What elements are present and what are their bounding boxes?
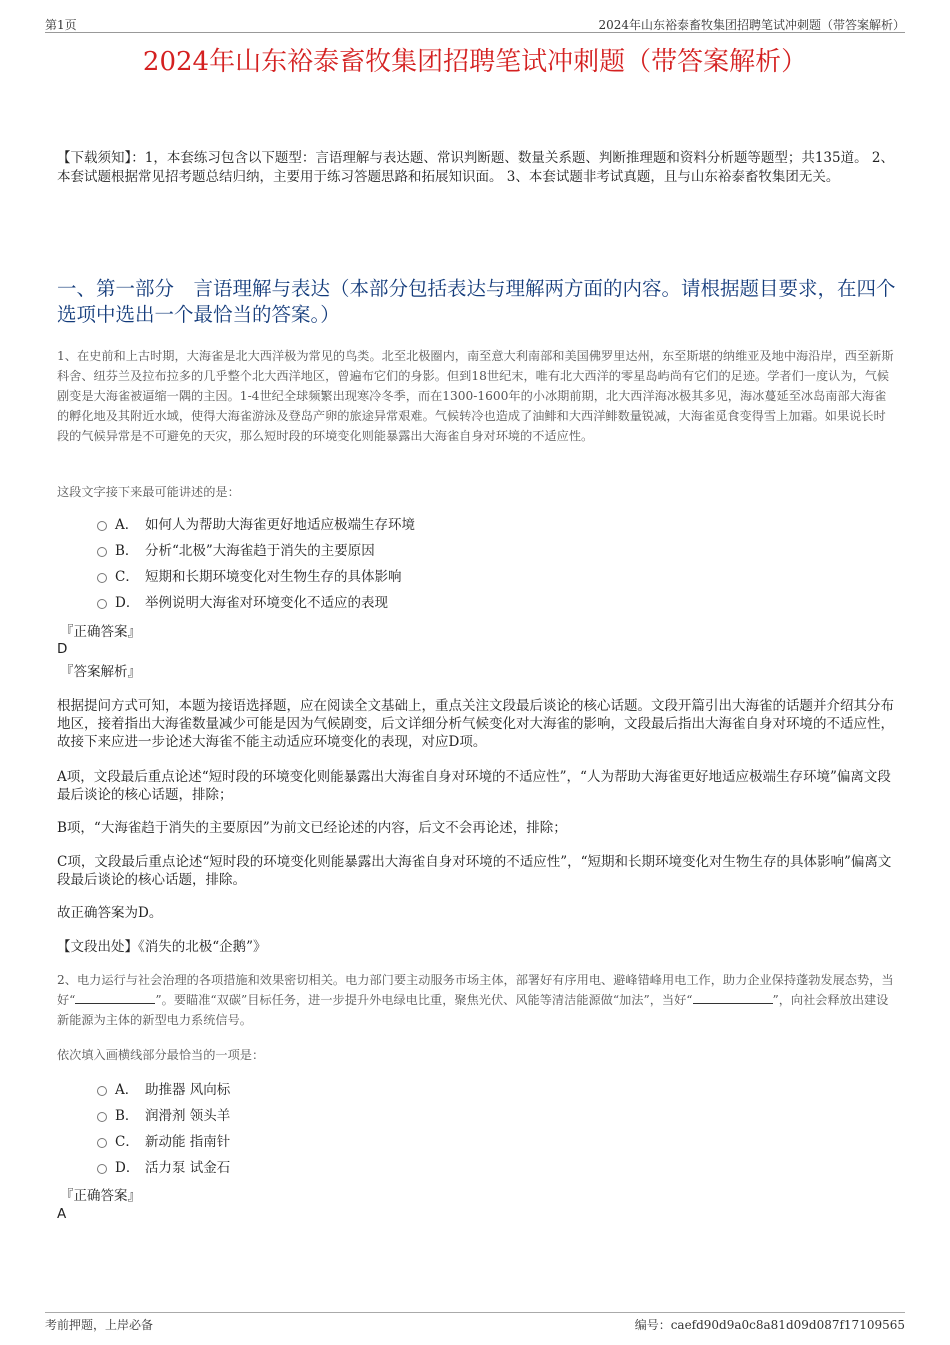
analysis-paragraph: 根据提问方式可知，本题为接语选择题，应在阅读全文基础上，重点关注文段最后谈论的核心话题。文段开篇引出大海雀的话题并介绍其分布地区，接着指出大海雀数量减少可能是因为气候剧变，后文详细分析气候变化对大海雀的影响，文段最后指出大海雀自身对环境的不适应性，故接下来应进一步论述大海雀不能主动适应环境变化的表现，对应D项。	[57, 698, 894, 750]
stem-part: ”。要瞄准“双碳”目标任务，进一步提升外电绿电比重，聚焦光伏、风能等清洁能源做“加法”，当好“	[155, 993, 693, 1007]
document-title: 2024年山东裕泰畜牧集团招聘笔试冲刺题（带答案解析）	[142, 47, 808, 77]
page-footer	[45, 1312, 905, 1333]
header-doc-title: 2024年山东裕泰畜牧集团招聘笔试冲刺题（带答案解析）	[598, 18, 905, 32]
option-text: 举例说明大海雀对环境变化不适应的表现	[145, 595, 388, 611]
question-1-stem: 1、在史前和上古时期，大海雀是北大西洋极为常见的鸟类。北至北极圈内，南至意大利南部和美国佛罗里达州，东至斯堪的纳维亚及地中海沿岸，西至新斯科舍、纽芬兰及拉布拉多的几乎整个北大西洋地区，曾遍布它们的身影。但到18世纪末，唯有北大西洋的零星岛屿尚有它们的足迹。学者们一度认为，气候剧变是大海雀被逼缩一隅的主因。1-4世纪全球频繁出现寒冷冬季，而在1300-1600年的小冰期前期，北大西洋海冰极其多见，海冰蔓延至冰岛南部大海雀的孵化地及其附近水域，使得大海雀游泳及登岛产卵的旅途异常艰难。气候转冷也造成了油鲱和大西洋鲱数量锐减，大海雀觅食变得雪上加霜。如果说长时段的气候异常是不可避免的天灾，那么短时段的环境变化则能暴露出大海雀自身对环境的不适应性。	[57, 349, 894, 443]
fill-blank	[693, 991, 773, 1004]
analysis-paragraph: C项，文段最后重点论述“短时段的环境变化则能暴露出大海雀自身对环境的不适应性”，“短期和长期环境变化对生物生存的具体影响”偏离文段最后谈论的核心话题，排除。	[57, 854, 892, 888]
answer-label: 『正确答案』	[60, 1188, 141, 1204]
radio-icon[interactable]	[97, 573, 107, 583]
radio-icon[interactable]	[97, 599, 107, 609]
page-number: 第1页	[45, 18, 77, 32]
fill-blank	[75, 991, 155, 1004]
option-letter: D．	[115, 1160, 140, 1176]
question-1-prompt: 这段文字接下来最可能讲述的是：	[57, 485, 240, 499]
option-text: 新动能 指南针	[145, 1134, 231, 1150]
option-text: 润滑剂 领头羊	[145, 1108, 231, 1124]
option-text: 助推器 风向标	[145, 1082, 231, 1098]
radio-icon[interactable]	[97, 1086, 107, 1096]
radio-icon[interactable]	[97, 1164, 107, 1174]
footer-serial: 编号：caefd90d9a0c8a81d09d087f17109565	[634, 1318, 905, 1332]
radio-icon[interactable]	[97, 521, 107, 531]
option-letter: C．	[115, 1134, 139, 1150]
page-header	[45, 14, 905, 33]
stem-part: 2、电力运行与社会治理的各项措施和效果密切相关。电力部门要主动服务市场主体，部署好有序用电、避峰错峰用电工作，助力企业保持蓬勃发展态势，当好“	[57, 973, 894, 1007]
source-note: 【文段出处】《消失的北极“企鹅”》	[57, 939, 267, 955]
footer-slogan: 考前押题，上岸必备	[45, 1318, 154, 1332]
option-text: 短期和长期环境变化对生物生存的具体影响	[145, 569, 402, 585]
option-letter: A．	[115, 517, 139, 533]
question-2-prompt: 依次填入画横线部分最恰当的一项是：	[57, 1048, 265, 1062]
correct-answer: D	[57, 641, 68, 657]
radio-icon[interactable]	[97, 1138, 107, 1148]
radio-icon[interactable]	[97, 547, 107, 557]
option-letter: A．	[115, 1082, 139, 1098]
analysis-paragraph: A项，文段最后重点论述“短时段的环境变化则能暴露出大海雀自身对环境的不适应性”，“人为帮助大海雀更好地适应极端生存环境”偏离文段最后谈论的核心话题，排除；	[57, 769, 891, 803]
question-2-stem	[57, 970, 897, 1030]
stem-part: ”，向社会释放出建设新能源为主体的新型电力系统信号。	[57, 993, 889, 1027]
option-text: 如何人为帮助大海雀更好地适应极端生存环境	[145, 517, 415, 533]
option-text: 活力泵 试金石	[145, 1160, 231, 1176]
option-letter: C．	[115, 569, 139, 585]
answer-label: 『正确答案』	[60, 624, 141, 640]
section-title: 一、第一部分 言语理解与表达（本部分包括表达与理解两方面的内容。请根据题目要求，在四个选项中选出一个最恰当的答案。）	[57, 277, 896, 326]
analysis-conclusion: 故正确答案为D。	[57, 905, 163, 921]
option-letter: D．	[115, 595, 140, 611]
option-text: 分析“北极”大海雀趋于消失的主要原因	[145, 543, 375, 559]
analysis-label: 『答案解析』	[60, 664, 141, 680]
correct-answer: A	[57, 1206, 67, 1222]
option-letter: B．	[115, 1108, 139, 1124]
download-notice: 【下载须知】：1，本套练习包含以下题型：言语理解与表达题、常识判断题、数量关系题、判断推理题和资料分析题等题型；共135道。 2、本套试题根据常见招考题总结归纳，主要用于练习答题思路和拓展知识面。 3、本套试题非考试真题，且与山东裕泰畜牧集团无关。	[57, 150, 894, 185]
radio-icon[interactable]	[97, 1112, 107, 1122]
option-letter: B．	[115, 543, 139, 559]
analysis-paragraph: B项，“大海雀趋于消失的主要原因”为前文已经论述的内容，后文不会再论述，排除；	[57, 820, 567, 836]
